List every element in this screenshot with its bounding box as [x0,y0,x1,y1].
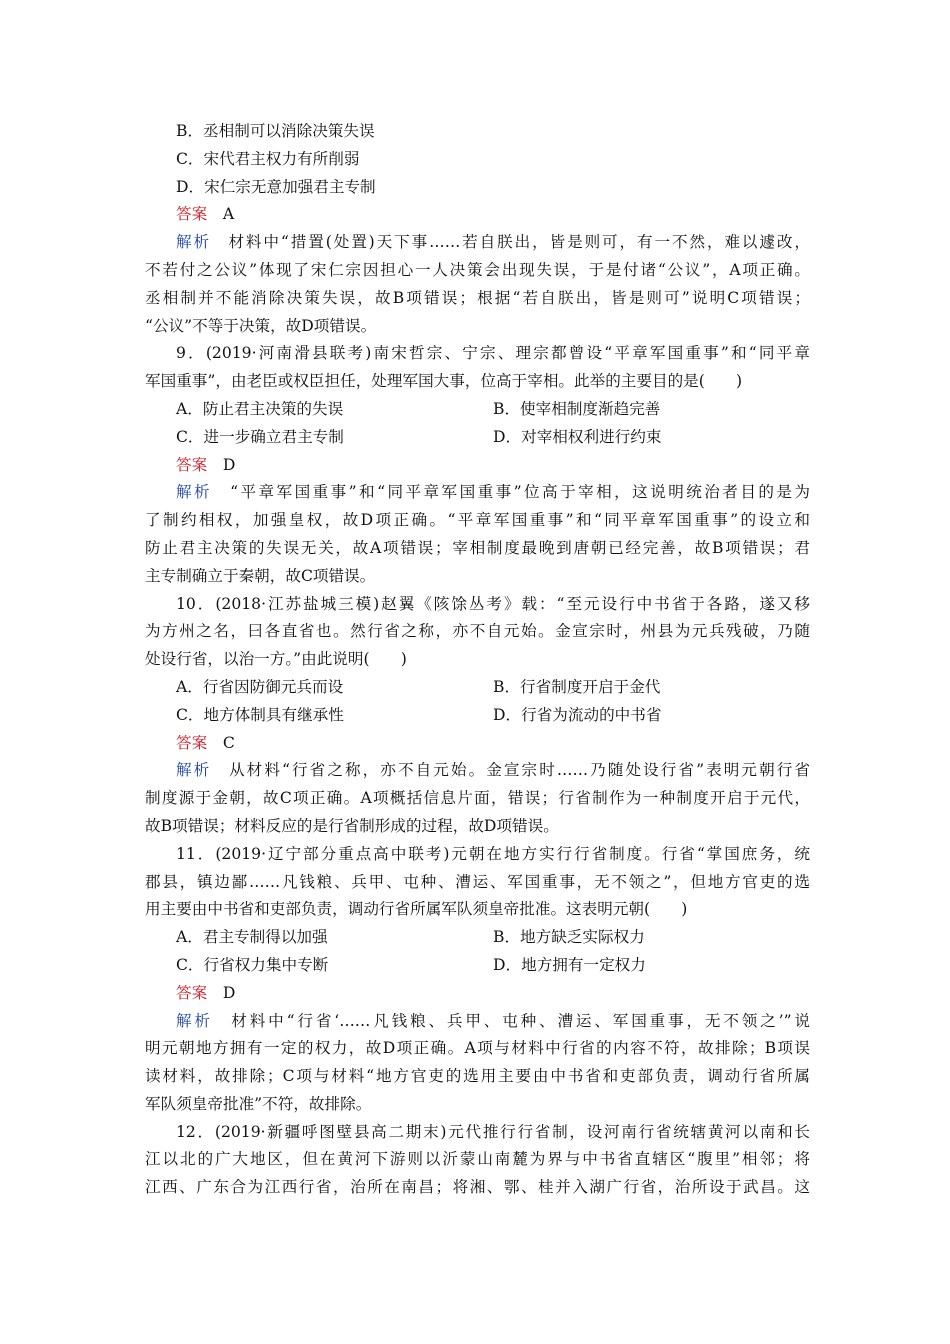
q11-explanation-line-2: 明元朝地方拥有一定的权力，故D项正确。A项与材料中行省的内容不符，故排除；B项误 [145,1039,810,1058]
explanation-label: 解析 [176,483,213,502]
q8-explanation-line-4: “公议”不等于决策，故D项错误。 [145,316,377,335]
q9-options-row-2 [145,424,810,452]
q11-option-c: C．行省权力集中专断 [176,955,329,974]
q10-stem-line-1: 10．(2018·江苏盐城三模)赵翼《陔馀丛考》载：“至元设行中书省于各路，遂又移 [176,594,810,613]
explanation-label: 解析 [176,233,211,252]
q9-explanation-line-2: 了制约相权，加强皇权，故D项正确。“平章军国重事”和“同平章军国重事”的设立和 [145,511,810,530]
answer-label: 答案 [176,455,208,474]
q11-options-row-2 [145,952,810,980]
q10-option-b: B．行省制度开启于金代 [493,677,661,696]
q10-answer [145,730,810,758]
q10-options-row-1 [145,674,810,702]
explanation-text: 材料中“措置(处置)天下事……若自朕出，皆是则可，有一不然，难以遽改， [228,233,810,252]
explanation-text: 从材料“行省之称，亦不自元始。金宣宗时……乃随处设行省”表明元朝行省 [229,761,810,780]
q8-explanation-line-2: 不若付之公议”体现了宋仁宗因担心一人决策会出现失误，于是付诸“公议”，A项正确。 [145,260,810,279]
explanation-label: 解析 [176,1011,213,1030]
answer-value: D [222,455,236,474]
q10-explanation-line-2: 制度源于金朝，故C项正确。A项概括信息片面，错误；行省制作为一种制度开启于元代， [145,789,810,808]
q8-explanation-line-3: 丞相制并不能消除决策失误，故B项错误；根据“若自朕出，皆是则可”说明C项错误； [145,288,810,307]
q10-options-row-2 [145,702,810,730]
q11-option-b: B．地方缺乏实际权力 [493,928,645,947]
answer-label: 答案 [176,733,208,752]
q9-explanation-line-1 [145,479,810,507]
q9-stem-line-2: 军国重事”，由老臣或权臣担任，处理军国大事，位高于宰相。此举的主要目的是( ) [145,372,743,391]
q9-option-d: D．对宰相权利进行约束 [493,427,662,446]
answer-value: D [222,983,236,1002]
q10-stem-line-2: 为方州之名，曰各直省也。然行省之称，亦不自元始。金宣宗时，州县为元兵残破，乃随 [145,622,810,641]
q12-stem-line-3: 江西、广东合为江西行省，治所在南昌；将湘、鄂、桂并入湖广行省，治所设于武昌。这 [145,1178,810,1197]
q8-option-b: B．丞相制可以消除决策失误 [176,122,375,140]
answer-label: 答案 [176,205,208,224]
q9-explanation-line-3: 防止君主决策的失误无关，故A项错误；宰相制度最晚到唐朝已经完善，故B项错误；君 [145,538,810,557]
answer-value: C [222,733,235,752]
q11-explanation-line-1 [145,1008,810,1036]
q10-option-c: C．地方体制具有继承性 [176,705,344,724]
q8-option-c: C．宋代君主权力有所削弱 [176,149,360,168]
q8-answer [145,201,810,229]
q11-stem-line-2: 郡县，镇边鄙……凡钱粮、兵甲、屯种、漕运、军国重事，无不领之”，但地方官吏的选 [145,872,810,891]
q9-option-b: B．使宰相制度渐趋完善 [493,399,661,418]
answer-value: A [222,205,235,224]
q9-answer [145,452,810,480]
q10-explanation-line-3: 故B项错误；材料反应的是行省制形成的过程，故D项错误。 [145,816,559,835]
q11-options-row-1 [145,924,810,952]
q9-option-a: A．防止君主决策的失误 [176,399,344,418]
q9-option-c: C．进一步确立君主专制 [176,427,344,446]
q8-option-d: D．宋仁宗无意加强君主专制 [176,177,376,196]
q10-explanation-line-1 [145,757,810,785]
q11-explanation-line-4: 军队须皇帝批准”不符，故排除。 [145,1094,372,1113]
q10-stem-line-3: 处设行省，以治一方。”由此说明( ) [145,650,407,669]
q8-explanation-line-1 [145,229,810,257]
explanation-text: 材料中“行省‘……凡钱粮、兵甲、屯种、漕运、军国重事，无不领之’”说 [231,1011,810,1030]
q12-stem-line-2: 江以北的广大地区，但在黄河下游则以沂蒙山南麓为界与中书省直辖区“腹里”相邻；将 [145,1150,810,1169]
q12-stem-line-1: 12．(2019·新疆呼图壁县高二期末)元代推行行省制，设河南行省统辖黄河以南和长 [176,1122,810,1141]
q10-option-d: D．行省为流动的中书省 [493,705,662,724]
q9-options-row-1 [145,396,810,424]
q11-stem-line-1: 11．(2019·辽宁部分重点高中联考)元朝在地方实行行省制度。行省“掌国庶务，统 [176,844,810,863]
document-page [145,118,810,1202]
explanation-label: 解析 [176,761,212,780]
q11-stem-line-3: 用主要由中书省和吏部负责，调动行省所属军队须皇帝批准。这表明元朝( ) [145,900,688,919]
explanation-text: “平章军国重事”和“同平章军国重事”位高于宰相，这说明统治者目的是为 [230,483,810,502]
q10-option-a: A．行省因防御元兵而设 [176,677,344,696]
answer-label: 答案 [176,983,208,1002]
q11-answer [145,980,810,1008]
q11-option-a: A．君主专制得以加强 [176,928,328,947]
q9-explanation-line-4: 主专制确立于秦朝，故C项错误。 [145,566,376,585]
q9-stem-line-1: 9．(2019·河南滑县联考)南宋哲宗、宁宗、理宗都曾设“平章军国重事”和“同平章 [176,344,810,363]
q11-option-d: D．地方拥有一定权力 [493,955,646,974]
q11-explanation-line-3: 读材料，故排除；C项与材料“地方官吏的选用主要由中书省和吏部负责，调动行省所属 [145,1067,810,1086]
